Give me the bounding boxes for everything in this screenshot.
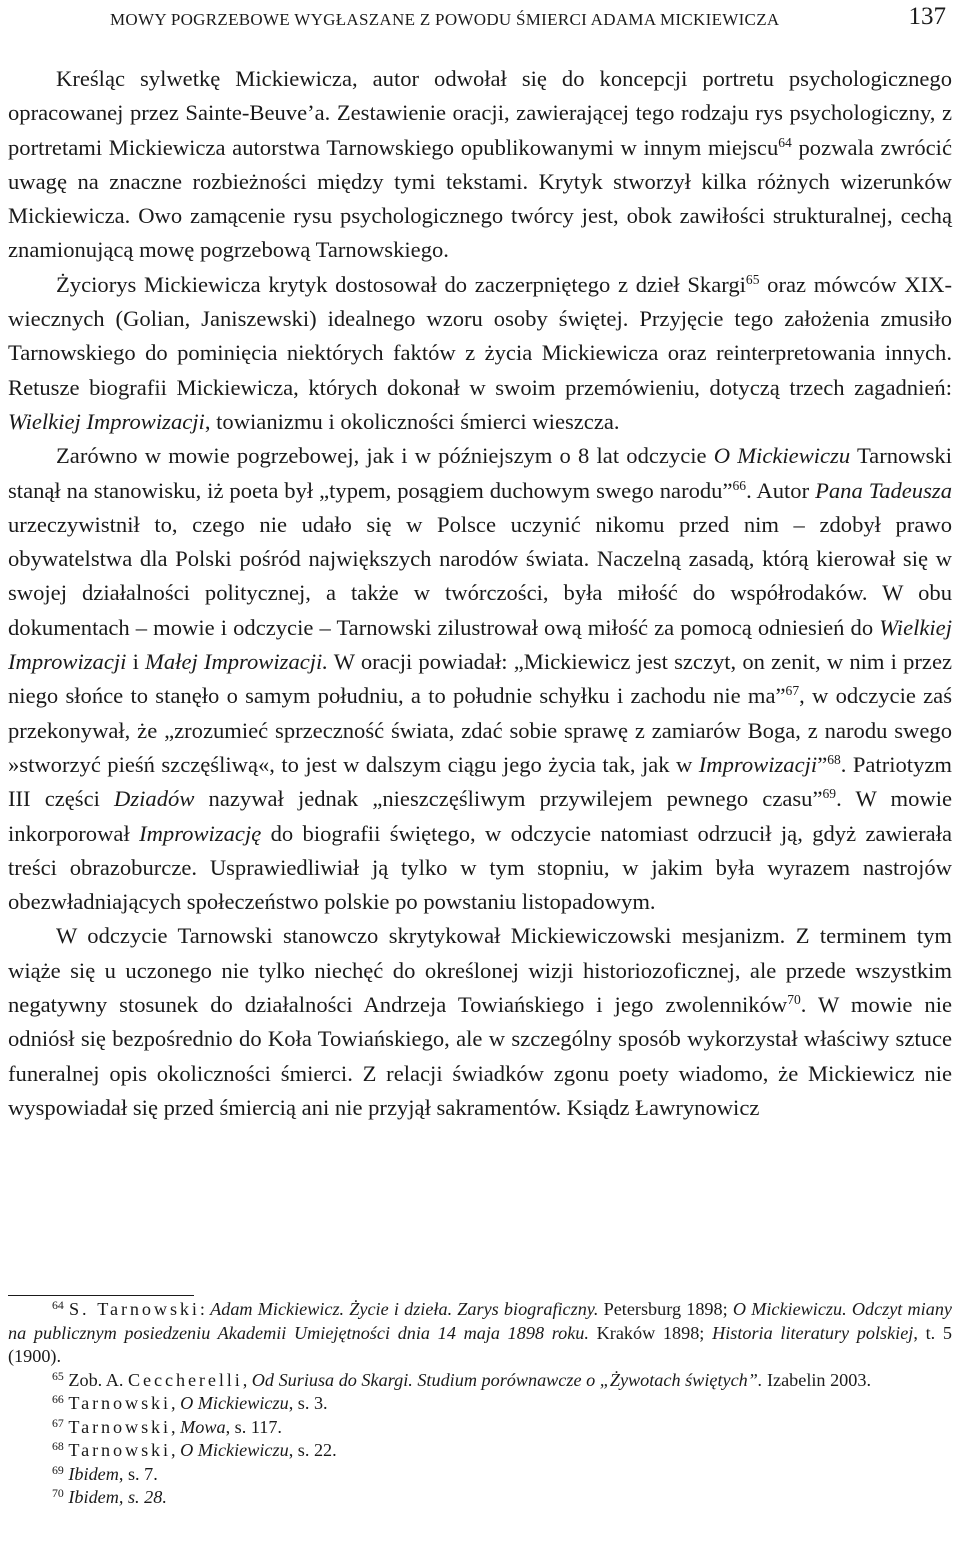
text-run: Tarnowski stanął na stanowisku, iż poeta był „typem, posągiem duchowym swego narodu” bbox=[8, 443, 952, 503]
text-run: , bbox=[242, 1369, 252, 1390]
footnote-70 bbox=[8, 1486, 952, 1510]
italic-title: Mowa bbox=[180, 1416, 226, 1437]
author-name: Tarnowski bbox=[68, 1440, 171, 1460]
italic-title: Małej Improwizacji. bbox=[145, 649, 328, 675]
text-run: Izabelin 2003. bbox=[762, 1369, 871, 1390]
footnote-number: 68 bbox=[52, 1439, 64, 1454]
italic-title: Ibidem bbox=[68, 1463, 119, 1484]
italic-title: Pana Tadeusza bbox=[815, 477, 952, 503]
text-run: . W mowie nie odniósł się bezpośrednio do Koła Towiańskiego, ale w szczególny sposób wykorzystał właściwy sztuce funeralnej opis okoliczności śmierci. Z relacji świadków zgonu poety wiadomo, że Mickiewicz nie wyspowiadał się przed śmiercią ani nie przyjął sakramentów. Ksiądz Ławrynowicz bbox=[8, 992, 953, 1120]
text-run: Życiorys Mickiewicza krytyk dostosował do zaczerpniętego z dzieł Skargi bbox=[56, 271, 746, 297]
text-run: , s. 7. bbox=[118, 1463, 158, 1484]
text-run: , s. 22. bbox=[288, 1440, 337, 1460]
text-run: , bbox=[171, 1416, 181, 1437]
footnote-ref-67: 67 bbox=[785, 683, 800, 699]
text-run: . Patriotyzm III części bbox=[8, 751, 952, 812]
text-run: W oracji powiadał: „Mickiewicz jest szczyt, on zenit, w nim i przez niego słońce to stanęło o samym południu, a to południe schyłku i zachodu nie ma” bbox=[8, 649, 953, 709]
text-run: Kreśląc sylwetkę Mickiewicza, autor odwołał się do koncepcji portretu psychologicznego opracowanej przez Sainte-Beuve’a. Zestawienie oracji, zawierającej tego rodzaju rys psychologiczny, z portretami Mickiewicza autorstwa Tarnowskiego opublikowanymi w innym miejscu bbox=[8, 66, 952, 160]
italic-title: Wielkiej Improwizacji bbox=[8, 408, 205, 434]
footnote-65 bbox=[8, 1369, 952, 1393]
footnote-67 bbox=[8, 1416, 952, 1440]
footnote-66 bbox=[8, 1392, 952, 1416]
author-name: S. Tarnowski bbox=[69, 1299, 200, 1319]
italic-title: Wielkiej Improwizacji bbox=[8, 614, 952, 675]
main-text bbox=[8, 62, 952, 1125]
text-run: , w odczycie zaś przekonywał, że „zrozumieć sprzeczność świata, zdać sobie sprawę z zamiarów Boga, z narodu swego »stworzyć pieśń szczęśliwą«, to jest w dalszym ciągu jego życia tak, jak w bbox=[8, 683, 952, 777]
text-run: Petersburg 1898; bbox=[598, 1299, 733, 1319]
paragraph-3 bbox=[8, 439, 952, 919]
footnote-number: 69 bbox=[52, 1462, 64, 1477]
text-run: Zob. A. bbox=[68, 1369, 128, 1390]
text-run: urzeczywistnił to, czego nie udało się w Polsce uczynić nikomu przed nim – zdobył prawo obywatelstwa dla Polski pośród największych narodów świata. Naczelną zasadą, którą kierował się w swojej działalności politycznej, a także w twórczości, była miłość do współrodaków. W obu dokumentach – mowie i odczycie – Tarnowski zilustrował ową miłość za pomocą odniesień do bbox=[8, 511, 952, 640]
italic-title: Adam Mickiewicz. Życie i dzieła. Zarys biograficzny. bbox=[210, 1299, 599, 1319]
paragraph-1 bbox=[8, 62, 952, 268]
text-run: Kraków 1898; bbox=[588, 1322, 713, 1343]
text-run: , t. 5 (1900). bbox=[8, 1322, 952, 1366]
italic-title: Improwizacji bbox=[698, 751, 818, 777]
footnote-number: 70 bbox=[52, 1486, 64, 1501]
footnote-69 bbox=[8, 1463, 952, 1487]
italic-title: Ibidem, s. 28. bbox=[68, 1487, 167, 1507]
paragraph-4 bbox=[8, 919, 952, 1125]
text-run: pozwala zwrócić uwagę na znaczne rozbieżności między tymi tekstami. Krytyk stworzył kilka różnych wizerunków Mickiewicza. Owo zamącenie rysu psychologicznego twórcy jest, obok zawiłości strukturalnej, cechą znamionującą mowę pogrzebową Tarnowskiego. bbox=[8, 134, 952, 263]
italic-title: Historia literatury polskiej bbox=[712, 1322, 914, 1343]
text-run: , towianizmu i okoliczności śmierci wieszcza. bbox=[204, 408, 620, 434]
italic-title: O Mickiewiczu bbox=[713, 443, 851, 469]
page-number: 137 bbox=[908, 3, 946, 30]
italic-title: O Mickiewiczu bbox=[180, 1440, 289, 1460]
author-name: Tarnowski bbox=[68, 1416, 171, 1437]
text-run: . W mowie inkorporował bbox=[8, 786, 952, 846]
text-run: ” bbox=[817, 751, 828, 777]
author-name: Ceccherelli bbox=[128, 1369, 243, 1390]
text-run: . Autor bbox=[746, 477, 816, 503]
author-name: Tarnowski bbox=[68, 1393, 171, 1413]
footnote-ref-69: 69 bbox=[822, 786, 837, 802]
footnote-ref-70: 70 bbox=[787, 991, 801, 1007]
footnote-number: 65 bbox=[52, 1368, 64, 1383]
footnote-68 bbox=[8, 1439, 952, 1463]
paragraph-2 bbox=[8, 268, 952, 439]
running-head-title: MOWY POGRZEBOWE WYGŁASZANE Z POWODU ŚMIERCI ADAMA MICKIEWICZA bbox=[110, 10, 780, 29]
footnote-ref-65: 65 bbox=[745, 271, 760, 287]
italic-title: O Mickiewiczu. Odczyt miany na publicznym posiedzeniu Akademii Umiejętności dnia 14 maja 1898 roku. bbox=[8, 1299, 952, 1343]
italic-title: Dziadów bbox=[114, 786, 195, 812]
text-run: do biografii świętego, w odczycie natomiast odrzucił ją, gdyż zawierała treści obrazoburcze. Usprawiedliwiał ją tylko w tym stopniu, w jakim była wyrazem nastrojów obezwładniających społeczeństwo polskie po powstaniu listopadowym. bbox=[8, 820, 953, 915]
text-run: nazywał jednak „nieszczęśliwym przywilejem pewnego czasu” bbox=[194, 786, 823, 812]
text-run: i bbox=[126, 649, 146, 675]
footnote-number: 67 bbox=[52, 1415, 64, 1430]
text-run: W odczycie Tarnowski stanowczo skrytykował Mickiewiczowski mesjanizm. Z terminem tym wiąże się u uczonego nie tylko niechęć do określonej wizji historiozoficznej, ale przede wszystkim negatywny stosunek do działalności Andrzeja Towiańskiego i jego zwolenników bbox=[8, 923, 952, 1018]
text-run: , s. 117. bbox=[225, 1416, 282, 1437]
text-run: , bbox=[171, 1393, 181, 1413]
italic-title: Improwizację bbox=[139, 820, 262, 846]
text-run: oraz mówców XIX-wiecznych (Golian, Janiszewski) idealnego wzoru osoby świętej. Przyjęcie tego założenia zmusiło Tarnowskiego do pominięcia niektórych faktów z życia Mickiewicza oraz reinterpretowania innych. Retusze biografii Mickiewicza, których dokonał w swoim przemówieniu, dotyczą trzech zagadnień: bbox=[8, 271, 952, 400]
footnote-ref-64: 64 bbox=[778, 134, 792, 150]
text-run: Zarówno w mowie pogrzebowej, jak i w późniejszym o 8 lat odczycie bbox=[56, 443, 714, 469]
footnote-separator bbox=[8, 1295, 194, 1296]
text-run: : bbox=[199, 1299, 211, 1319]
running-header bbox=[96, 2, 952, 36]
footnote-ref-66: 66 bbox=[732, 477, 747, 493]
italic-title: O Mickiewiczu bbox=[180, 1393, 289, 1413]
italic-title: Od Suriusa do Skargi. Studium porównawcze o „Żywotach świętych”. bbox=[251, 1369, 763, 1390]
text-run: , bbox=[171, 1440, 181, 1460]
footnote-ref-68: 68 bbox=[827, 751, 841, 767]
footnotes bbox=[8, 1298, 952, 1510]
text-run: , s. 3. bbox=[288, 1393, 328, 1413]
footnote-number: 64 bbox=[52, 1298, 64, 1313]
footnote-number: 66 bbox=[52, 1392, 64, 1407]
footnote-64 bbox=[8, 1298, 952, 1369]
